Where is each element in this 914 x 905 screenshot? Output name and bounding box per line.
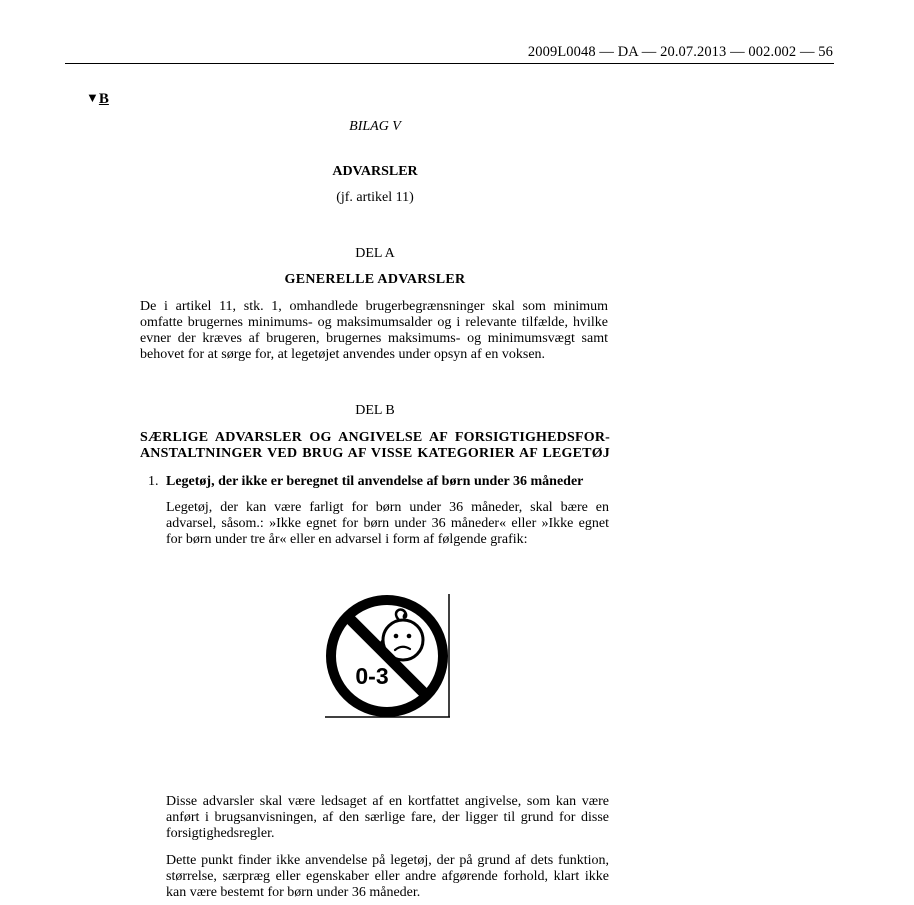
annex-reference: (jf. artikel 11) <box>336 190 414 205</box>
item-heading: Legetøj, der ikke er beregnet til anvendelse af børn under 36 måneder <box>166 474 584 489</box>
item-paragraph-after-symbol-1: Disse advarsler skal være ledsaget af en kortfattet angivelse, som kan være anført i brugsanvisningen, af den særlige fare, der ligger til grund for disse forsigtighedsregler. <box>166 794 609 841</box>
part-b-title-line-1: SÆRLIGE ADVARSLER OG ANGIVELSE AF FORSIGTIGHEDSFOR- <box>140 430 610 445</box>
part-a-label: DEL A <box>355 246 395 261</box>
amendment-triangle-icon: ▼ <box>86 90 99 105</box>
item-paragraph-after-symbol-2: Dette punkt finder ikke anvendelse på legetøj, der på grund af dets funktion, størrelse, særpræg eller egenskaber eller andre afgørende forhold, klart ikke kan være bestemt for børn under 36 måneder. <box>166 853 609 900</box>
not-suitable-under-3-icon <box>325 594 453 718</box>
header-rule <box>65 63 834 64</box>
item-number: 1. <box>148 474 159 489</box>
age-range-label: 0-3 <box>355 663 389 689</box>
item-paragraph: Legetøj, der kan være farligt for børn under 36 måneder, skal bære en advarsel, såsom.: »Ikke egnet for børn under 36 måneder« eller »Ikke egnet for børn under tre år« eller en advarsel i form af følgende grafik: <box>166 500 609 547</box>
annex-label: BILAG V <box>349 119 401 134</box>
amendment-letter: B <box>98 91 109 107</box>
annex-title: ADVARSLER <box>332 164 418 179</box>
part-b-label: DEL B <box>355 403 395 418</box>
part-b-title <box>140 430 610 462</box>
part-a-paragraph: De i artikel 11, stk. 1, omhandlede brugerbegrænsninger skal som minimum omfatte brugernes minimums- og maksimumsalder og i relevante tilfælde, hvilke evner der kræves af brugeren, brugernes maksimums- og minimumsvægt samt behovet for at sørge for, at legetøjet anvendes under opsyn af en voksen. <box>140 299 608 362</box>
document-reference: 2009L0048 — DA — 20.07.2013 — 002.002 — 56 <box>527 44 833 60</box>
part-b-title-line-2: ANSTALTNINGER VED BRUG AF VISSE KATEGORIER AF LEGETØJ <box>140 446 610 461</box>
amendment-marker <box>86 90 109 108</box>
part-a-title: GENERELLE ADVARSLER <box>284 272 466 287</box>
